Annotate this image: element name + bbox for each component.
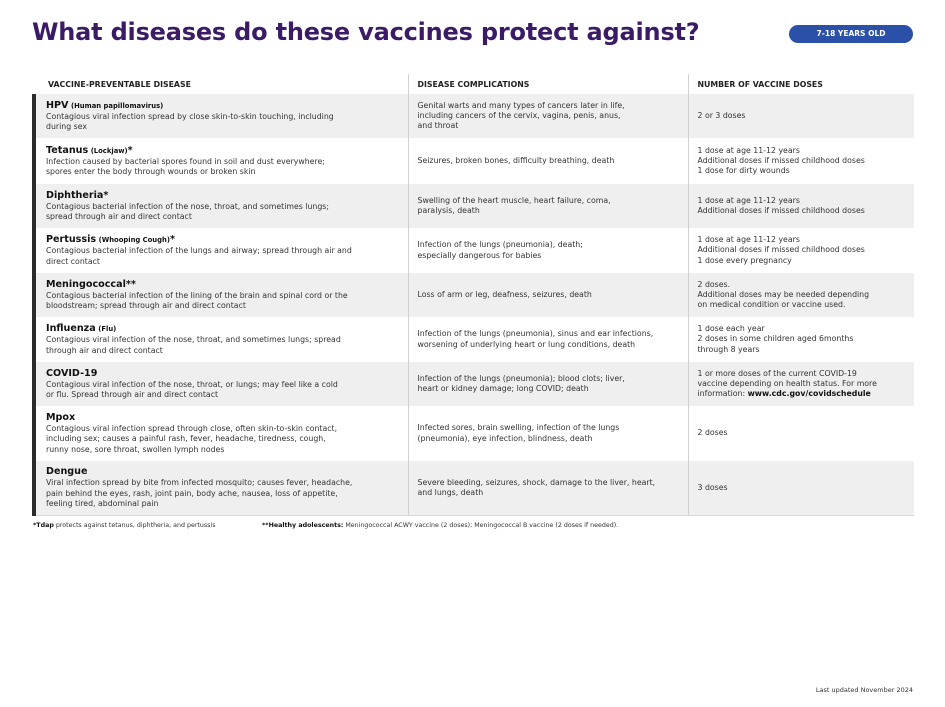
dose-line <box>698 206 906 216</box>
doses-cell <box>688 94 914 138</box>
table-row <box>34 273 914 317</box>
dose-line <box>698 345 906 355</box>
complication-line: Infection of the lungs (pneumonia), death; <box>417 240 583 250</box>
complication-line: worsening of underlying heart or lung conditions, death <box>417 339 636 349</box>
disease-description-line: feeling tired, abdominal pain <box>46 498 159 508</box>
disease-description-line: Contagious viral infection of the nose, throat, or lungs; may feel like a cold <box>46 379 338 389</box>
footnote-tdap-text: protects against tetanus, diphtheria, and pertussis <box>53 522 216 529</box>
complication-line: and throat <box>417 121 459 131</box>
disease-footnote-mark: * <box>169 234 175 246</box>
complication-line: heart or kidney damage; long COVID; death <box>417 384 589 393</box>
disease-cell <box>34 461 408 515</box>
disease-cell <box>34 138 408 184</box>
footnote-meningococcal-text: Meningococcal ACWY vaccine (2 doses); Meningococcal B vaccine (2 doses if needed). <box>343 522 619 529</box>
disease-name-line <box>46 190 399 202</box>
disease-description-line: Contagious viral infection of the nose, throat, and sometimes lungs; spread <box>46 335 341 345</box>
disease-name: Influenza <box>46 323 96 335</box>
disease-description-line: direct contact <box>46 256 100 266</box>
table-body <box>34 94 914 515</box>
footnote-tdap <box>33 522 216 529</box>
disease-name: Pertussis <box>46 234 97 246</box>
disease-description-line: Infection caused by bacterial spores found in soil and dust everywhere; <box>46 156 325 166</box>
complications-cell <box>408 461 688 515</box>
age-badge: 7-18 YEARS OLD <box>789 25 913 43</box>
complication-line: Genital warts and many types of cancers later in life, <box>417 100 625 110</box>
dose-text: 2 doses <box>697 428 728 438</box>
complication-line: and lungs, death <box>417 487 484 497</box>
dose-text: 1 dose at age 11-12 years <box>697 235 800 245</box>
table-row <box>34 406 914 461</box>
dose-text: 1 dose each year <box>697 324 765 334</box>
table-row <box>34 94 914 138</box>
doses-cell <box>688 273 914 317</box>
disease-name: COVID-19 <box>46 367 98 379</box>
disease-description-line: runny nose, sore throat, swollen lymph nodes <box>46 444 225 454</box>
doses-cell <box>688 184 914 228</box>
disease-footnote-mark: ** <box>125 278 136 290</box>
complication-line: Swelling of the heart muscle, heart failure, coma, <box>417 195 611 205</box>
disease-subname: (Human papillomavirus) <box>70 101 164 110</box>
disease-cell <box>34 94 408 138</box>
vaccine-table <box>32 74 914 516</box>
dose-line <box>698 280 906 290</box>
dose-line <box>698 146 906 156</box>
disease-cell <box>34 362 408 406</box>
disease-cell <box>34 406 408 461</box>
dose-line <box>698 389 906 399</box>
covid-schedule-link[interactable]: www.cdc.gov/covidschedule <box>747 389 871 399</box>
disease-name-line <box>46 145 399 157</box>
doses-cell <box>688 406 914 461</box>
disease-name-line <box>46 100 399 112</box>
complication-line: Severe bleeding, seizures, shock, damage to the liver, heart, <box>417 477 656 487</box>
disease-footnote-mark: * <box>127 144 133 156</box>
column-header-complications: DISEASE COMPLICATIONS <box>408 74 688 94</box>
complication-line: paralysis, death <box>417 206 480 215</box>
disease-name: Diphtheria <box>46 189 104 201</box>
dose-text: Additional doses may be needed depending <box>697 289 870 299</box>
disease-description-line: Contagious bacterial infection of the lungs and airway; spread through air and <box>46 246 352 256</box>
disease-name-line <box>46 234 399 246</box>
complication-line: (pneumonia), eye infection, blindness, death <box>417 433 593 443</box>
dose-line <box>698 428 906 438</box>
disease-name: HPV <box>46 99 69 111</box>
disease-cell <box>34 228 408 273</box>
dose-text: Additional doses if missed childhood doses <box>697 245 865 255</box>
footnote-meningococcal <box>262 522 618 529</box>
dose-text: 2 doses in some children aged 6months <box>697 334 854 344</box>
doses-cell <box>688 138 914 184</box>
column-header-doses: NUMBER OF VACCINE DOSES <box>688 74 914 94</box>
disease-subname: (Whooping Cough) <box>98 236 170 245</box>
disease-subname: (Flu) <box>98 325 117 334</box>
disease-description-line: pain behind the eyes, rash, joint pain, body ache, nausea, loss of appetite, <box>46 488 338 498</box>
complication-line: Infection of the lungs (pneumonia), sinus and ear infections, <box>417 329 654 339</box>
dose-line <box>698 379 906 389</box>
complications-cell <box>408 406 688 461</box>
column-header-disease: VACCINE-PREVENTABLE DISEASE <box>48 79 191 89</box>
table-row <box>34 362 914 406</box>
disease-description-line: spread through air and direct contact <box>46 212 192 221</box>
complications-cell <box>408 273 688 317</box>
complications-cell <box>408 362 688 406</box>
disease-name: Tetanus <box>46 144 89 156</box>
table-row <box>34 138 914 184</box>
disease-description-line: during sex <box>46 122 87 131</box>
disease-name-line <box>46 412 399 424</box>
complication-line: Loss of arm or leg, deafness, seizures, death <box>417 289 592 299</box>
disease-description-line: including sex; causes a painful rash, fever, headache, tiredness, cough, <box>46 434 326 444</box>
dose-line <box>698 290 906 300</box>
complication-line: Infected sores, brain swelling, infection of the lungs <box>417 423 620 433</box>
complication-line: including cancers of the cervix, vagina, penis, anus, <box>417 110 621 120</box>
complication-line: especially dangerous for babies <box>417 250 542 260</box>
complications-cell <box>408 184 688 228</box>
disease-name-line <box>46 279 399 291</box>
dose-line <box>698 483 906 493</box>
table-row <box>34 228 914 273</box>
dose-line <box>698 245 906 255</box>
dose-text: 1 dose every pregnancy <box>697 255 792 265</box>
complications-cell <box>408 138 688 184</box>
dose-text: 1 dose at age 11-12 years <box>697 145 800 155</box>
disease-description-line: Contagious viral infection spread by close skin-to-skin touching, including <box>46 111 334 121</box>
complications-cell <box>408 94 688 138</box>
disease-footnote-mark: * <box>103 189 109 201</box>
disease-name-line <box>46 466 399 478</box>
dose-line <box>698 324 906 334</box>
dose-text: 3 doses <box>697 482 728 492</box>
disease-description-line: spores enter the body through wounds or broken skin <box>46 167 256 176</box>
disease-description-line: bloodstream; spread through air and direct contact <box>46 301 246 310</box>
disease-subname: (Lockjaw) <box>90 146 128 155</box>
disease-name-line <box>46 368 399 380</box>
complications-cell <box>408 317 688 362</box>
doses-cell <box>688 317 914 362</box>
disease-name: Mpox <box>46 412 76 424</box>
complication-line: Infection of the lungs (pneumonia); blood clots; liver, <box>417 373 625 383</box>
dose-text: on medical condition or vaccine used. <box>697 300 846 310</box>
dose-text: Additional doses if missed childhood doses <box>697 155 865 165</box>
disease-cell <box>34 317 408 362</box>
dose-text: information: <box>697 389 748 399</box>
doses-cell <box>688 362 914 406</box>
dose-text: through 8 years <box>697 344 760 354</box>
footnote-tdap-mark: *Tdap <box>33 522 54 529</box>
dose-text: 1 or more doses of the current COVID-19 <box>697 368 857 378</box>
last-updated: Last updated November 2024 <box>815 686 913 694</box>
disease-description-line: or flu. Spread through air and direct contact <box>46 390 219 399</box>
dose-line <box>698 369 906 379</box>
dose-line <box>698 235 906 245</box>
complication-line: Seizures, broken bones, difficulty breathing, death <box>417 155 615 165</box>
table-row <box>34 461 914 515</box>
dose-text: 1 dose for dirty wounds <box>697 166 790 176</box>
disease-cell <box>34 184 408 228</box>
dose-line <box>698 196 906 206</box>
dose-line <box>698 156 906 166</box>
table-header-row <box>34 74 914 94</box>
disease-description-line: Contagious viral infection spread through close, often skin-to-skin contact, <box>46 424 338 434</box>
disease-description-line: through air and direct contact <box>46 345 163 355</box>
doses-cell <box>688 461 914 515</box>
page-title: What diseases do these vaccines protect against? <box>32 18 700 46</box>
dose-line <box>698 256 906 266</box>
footnote-meningococcal-mark: **Healthy adolescents: <box>262 522 344 529</box>
disease-description-line: Contagious bacterial infection of the lining of the brain and spinal cord or the <box>46 290 348 300</box>
dose-text: 2 or 3 doses <box>697 110 746 120</box>
complications-cell <box>408 228 688 273</box>
dose-line <box>698 166 906 176</box>
disease-name: Dengue <box>46 466 88 478</box>
disease-name: Meningococcal <box>46 278 126 290</box>
disease-description-line: Viral infection spread by bite from infected mosquito; causes fever, headache, <box>46 478 353 488</box>
dose-text: vaccine depending on health status. For more <box>697 378 877 388</box>
dose-line <box>698 334 906 344</box>
dose-line <box>698 300 906 310</box>
table-row <box>34 184 914 228</box>
dose-text: Additional doses if missed childhood doses <box>697 206 865 215</box>
disease-description-line: Contagious bacterial infection of the nose, throat, and sometimes lungs; <box>46 201 329 211</box>
doses-cell <box>688 228 914 273</box>
dose-text: 1 dose at age 11-12 years <box>697 195 800 205</box>
table-row <box>34 317 914 362</box>
disease-cell <box>34 273 408 317</box>
disease-name-line <box>46 323 399 335</box>
dose-text: 2 doses. <box>697 279 731 289</box>
dose-line <box>698 111 906 121</box>
